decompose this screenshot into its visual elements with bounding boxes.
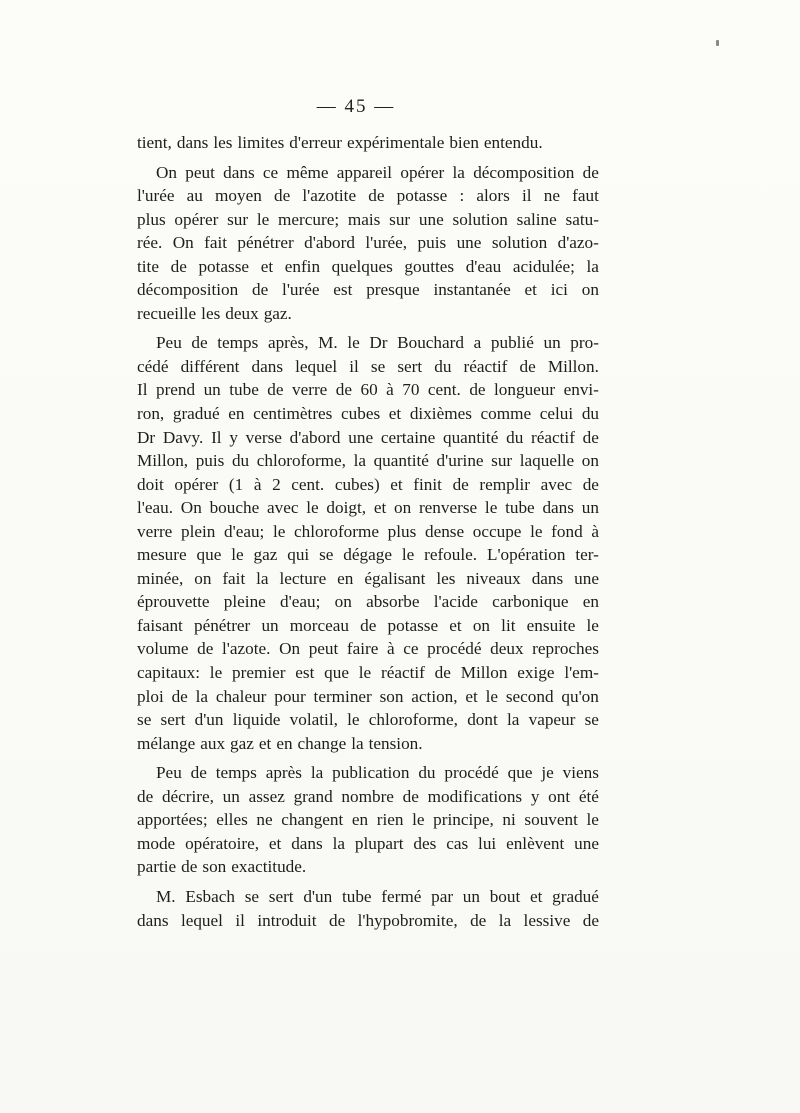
text-line: recueille les deux gaz. — [137, 303, 292, 323]
paragraph — [137, 885, 599, 932]
text-line: apportées; elles ne changent en rien le principe, ni souvent le — [137, 810, 599, 830]
text-line: l'urée au moyen de l'azotite de potasse : alors il ne faut — [137, 186, 599, 206]
text-line: minée, on fait la lecture en égalisant les niveaux dans une — [137, 568, 599, 588]
text-line: ron, gradué en centimètres cubes et dixièmes comme celui du — [137, 404, 599, 424]
text-line: M. Esbach se sert d'un tube fermé par un bout et gradué — [156, 886, 599, 906]
text-line: Millon, puis du chloroforme, la quantité d'urine sur laquelle on — [137, 451, 599, 471]
text-line: se sert d'un liquide volatil, le chloroforme, dont la vapeur se — [137, 710, 599, 730]
text-line: plus opérer sur le mercure; mais sur une solution saline satu- — [137, 209, 599, 229]
page-edge-mark — [716, 40, 719, 46]
text-line: mode opératoire, et dans la plupart des cas lui enlèvent une — [137, 833, 599, 853]
paragraph — [137, 761, 599, 879]
text-line: tite de potasse et enfin quelques gouttes d'eau acidulée; la — [137, 256, 599, 276]
text-line: dans lequel il introduit de l'hypobromite, de la lessive de — [137, 910, 599, 930]
text-line: capitaux: le premier est que le réactif de Millon exige l'em- — [137, 663, 599, 683]
body-text — [137, 131, 599, 932]
text-line: verre plein d'eau; le chloroforme plus dense occupe le fond à — [137, 521, 599, 541]
text-line: de décrire, un assez grand nombre de modifications y ont été — [137, 786, 599, 806]
text-line: éprouvette pleine d'eau; on absorbe l'acide carbonique en — [137, 592, 599, 612]
text-line: volume de l'azote. On peut faire à ce procédé deux reproches — [137, 639, 599, 659]
text-line: faisant pénétrer un morceau de potasse et on lit ensuite le — [137, 615, 599, 635]
text-line: Peu de temps après, M. le Dr Bouchard a publié un pro- — [156, 333, 599, 353]
text-line: tient, dans les limites d'erreur expérimentale bien entendu. — [137, 133, 543, 152]
text-line: mélange aux gaz et en change la tension. — [137, 733, 423, 753]
paragraph — [137, 131, 599, 155]
text-line: rée. On fait pénétrer d'abord l'urée, puis une solution d'azo- — [137, 233, 599, 253]
text-line: Peu de temps après la publication du procédé que je viens — [156, 763, 599, 783]
text-line: décomposition de l'urée est presque instantanée et ici on — [137, 280, 599, 300]
text-line: On peut dans ce même appareil opérer la décomposition de — [156, 162, 599, 182]
text-line: doit opérer (1 à 2 cent. cubes) et finit de remplir avec de — [137, 474, 599, 494]
text-line: mesure que le gaz qui se dégage le refoule. L'opération ter- — [137, 545, 599, 565]
page-number: — 45 — — [316, 96, 396, 117]
text-line: cédé différent dans lequel il se sert du réactif de Millon. — [137, 356, 599, 376]
paragraph — [137, 331, 599, 755]
paragraph — [137, 161, 599, 326]
text-line: Il prend un tube de verre de 60 à 70 cent. de longueur envi- — [137, 380, 599, 400]
text-line: partie de son exactitude. — [137, 857, 307, 877]
text-line: l'eau. On bouche avec le doigt, et on renverse le tube dans un — [137, 498, 599, 518]
text-line: ploi de la chaleur pour terminer son action, et le second qu'on — [137, 686, 599, 706]
text-line: Dr Davy. Il y verse d'abord une certaine quantité du réactif de — [137, 427, 599, 447]
